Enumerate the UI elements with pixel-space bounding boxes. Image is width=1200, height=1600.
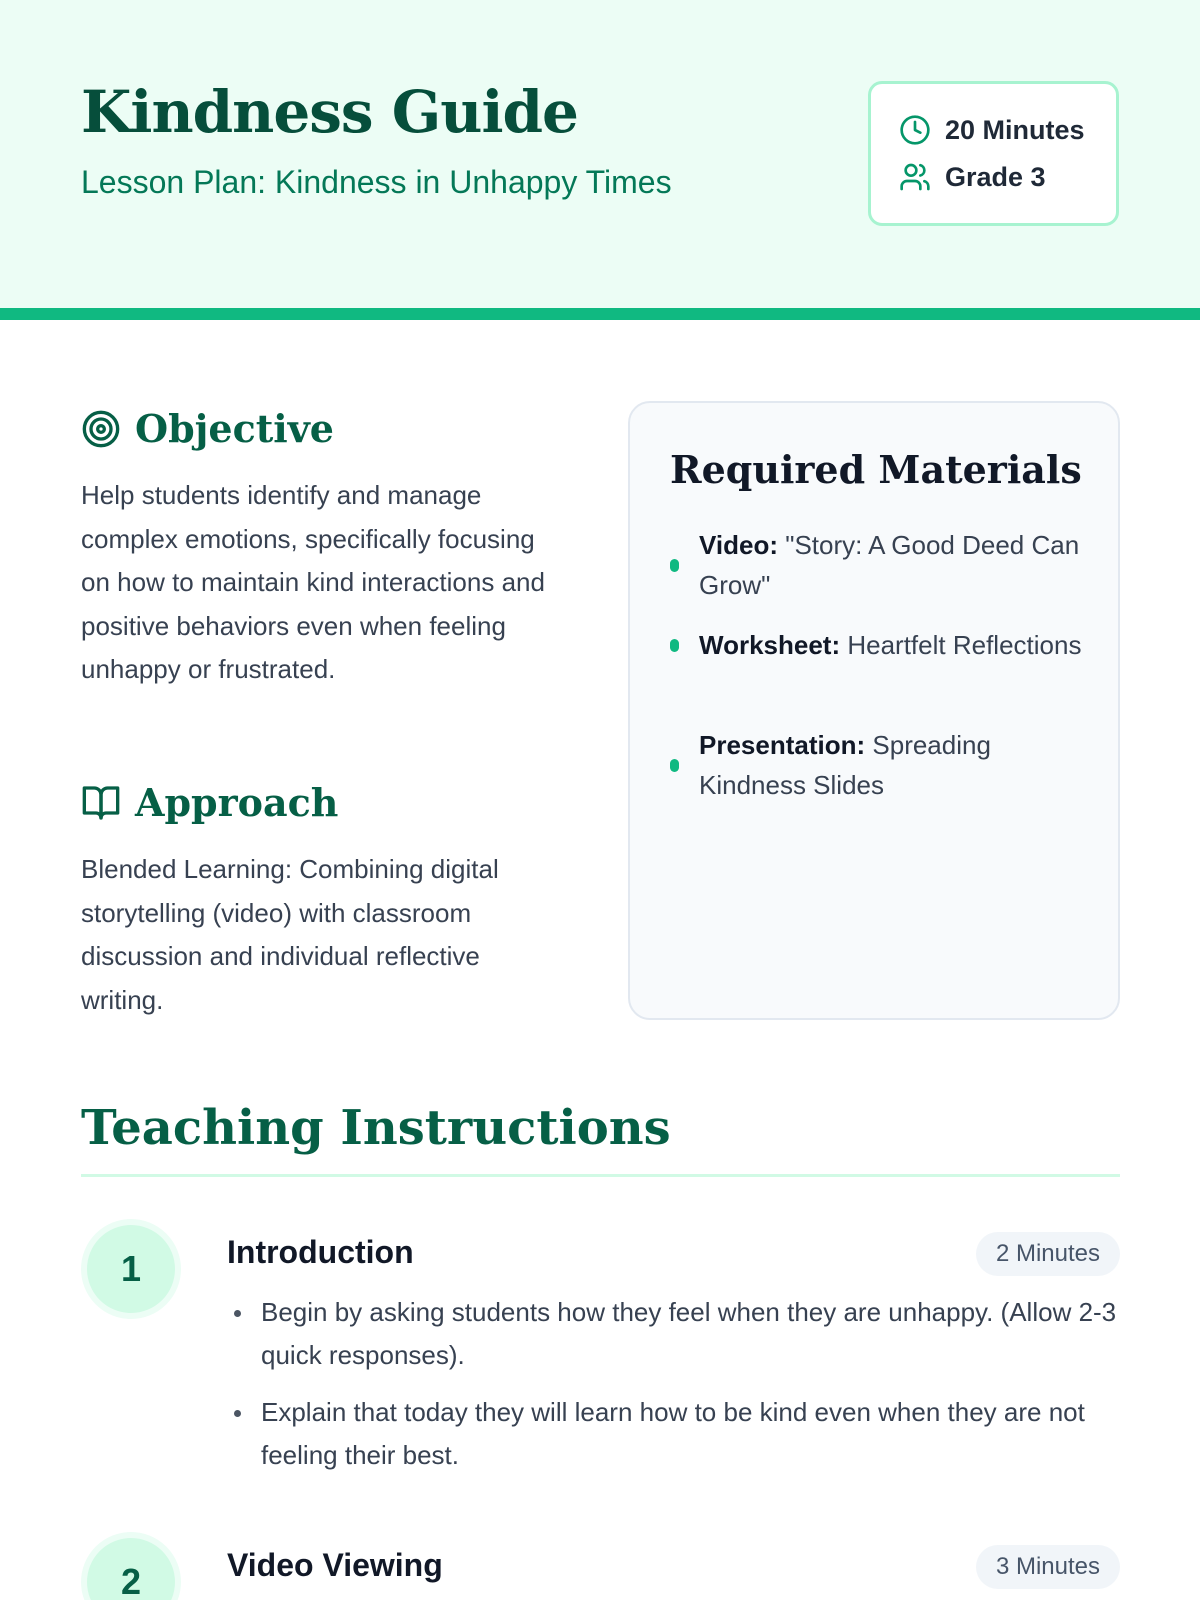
objective-text: Help students identify and manage complex emotions, specifically focusing on how to maintain kind interactions and positive behaviors even when feeling unhappy or frustrated. (81, 480, 545, 684)
bullet-dot (670, 559, 679, 572)
page-title: Kindness Guide (81, 78, 578, 146)
step-number-badge: 2 (81, 1532, 181, 1600)
objective-heading (81, 406, 334, 451)
material-value: Heartfelt Reflections (847, 630, 1082, 660)
approach-text: Blended Learning: Combining digital storytelling (video) with classroom discussion and individual reflective writing. (81, 854, 499, 1015)
objective-title: Objective (135, 406, 334, 451)
bullet-dot (670, 639, 679, 652)
teaching-instructions-title: Teaching Instructions (81, 1100, 671, 1156)
duration-row (899, 114, 1085, 146)
step-instructions (227, 1291, 1127, 1491)
page-header (0, 0, 1200, 320)
material-value: "Story: A Good Deed Can Grow" (699, 530, 1080, 600)
step-number-badge: 1 (81, 1219, 181, 1319)
material-label: Presentation: (699, 730, 866, 760)
users-icon (899, 161, 931, 193)
grade-row (899, 161, 1046, 193)
target-icon (81, 409, 121, 449)
list-item: Explain that today they will learn how to be kind even when they are not feeling their best. (227, 1391, 1127, 1477)
bullet-dot (670, 759, 679, 772)
material-item (670, 625, 1090, 665)
grade-text: Grade 3 (945, 161, 1046, 192)
step-duration-badge: 3 Minutes (976, 1545, 1120, 1589)
required-materials-card (628, 401, 1120, 1020)
clock-icon (899, 114, 931, 146)
section-divider (81, 1174, 1120, 1177)
list-item: Begin by asking students how they feel when they are unhappy. (Allow 2-3 quick responses). (227, 1291, 1127, 1377)
duration-text: 20 Minutes (945, 114, 1085, 145)
materials-title: Required Materials (670, 447, 1082, 492)
material-label: Video: (699, 530, 778, 560)
approach-title: Approach (135, 780, 339, 825)
material-item (670, 525, 1090, 605)
material-value: Spreading Kindness Slides (699, 730, 991, 800)
lesson-meta-card (868, 81, 1119, 226)
approach-heading (81, 780, 338, 825)
step-title: Video Viewing (227, 1547, 443, 1583)
step-title: Introduction (227, 1234, 414, 1270)
step-duration-badge: 2 Minutes (976, 1232, 1120, 1276)
book-open-icon (81, 783, 121, 823)
page-subtitle: Lesson Plan: Kindness in Unhappy Times (81, 164, 672, 200)
material-item (670, 725, 1090, 805)
material-label: Worksheet: (699, 630, 841, 660)
